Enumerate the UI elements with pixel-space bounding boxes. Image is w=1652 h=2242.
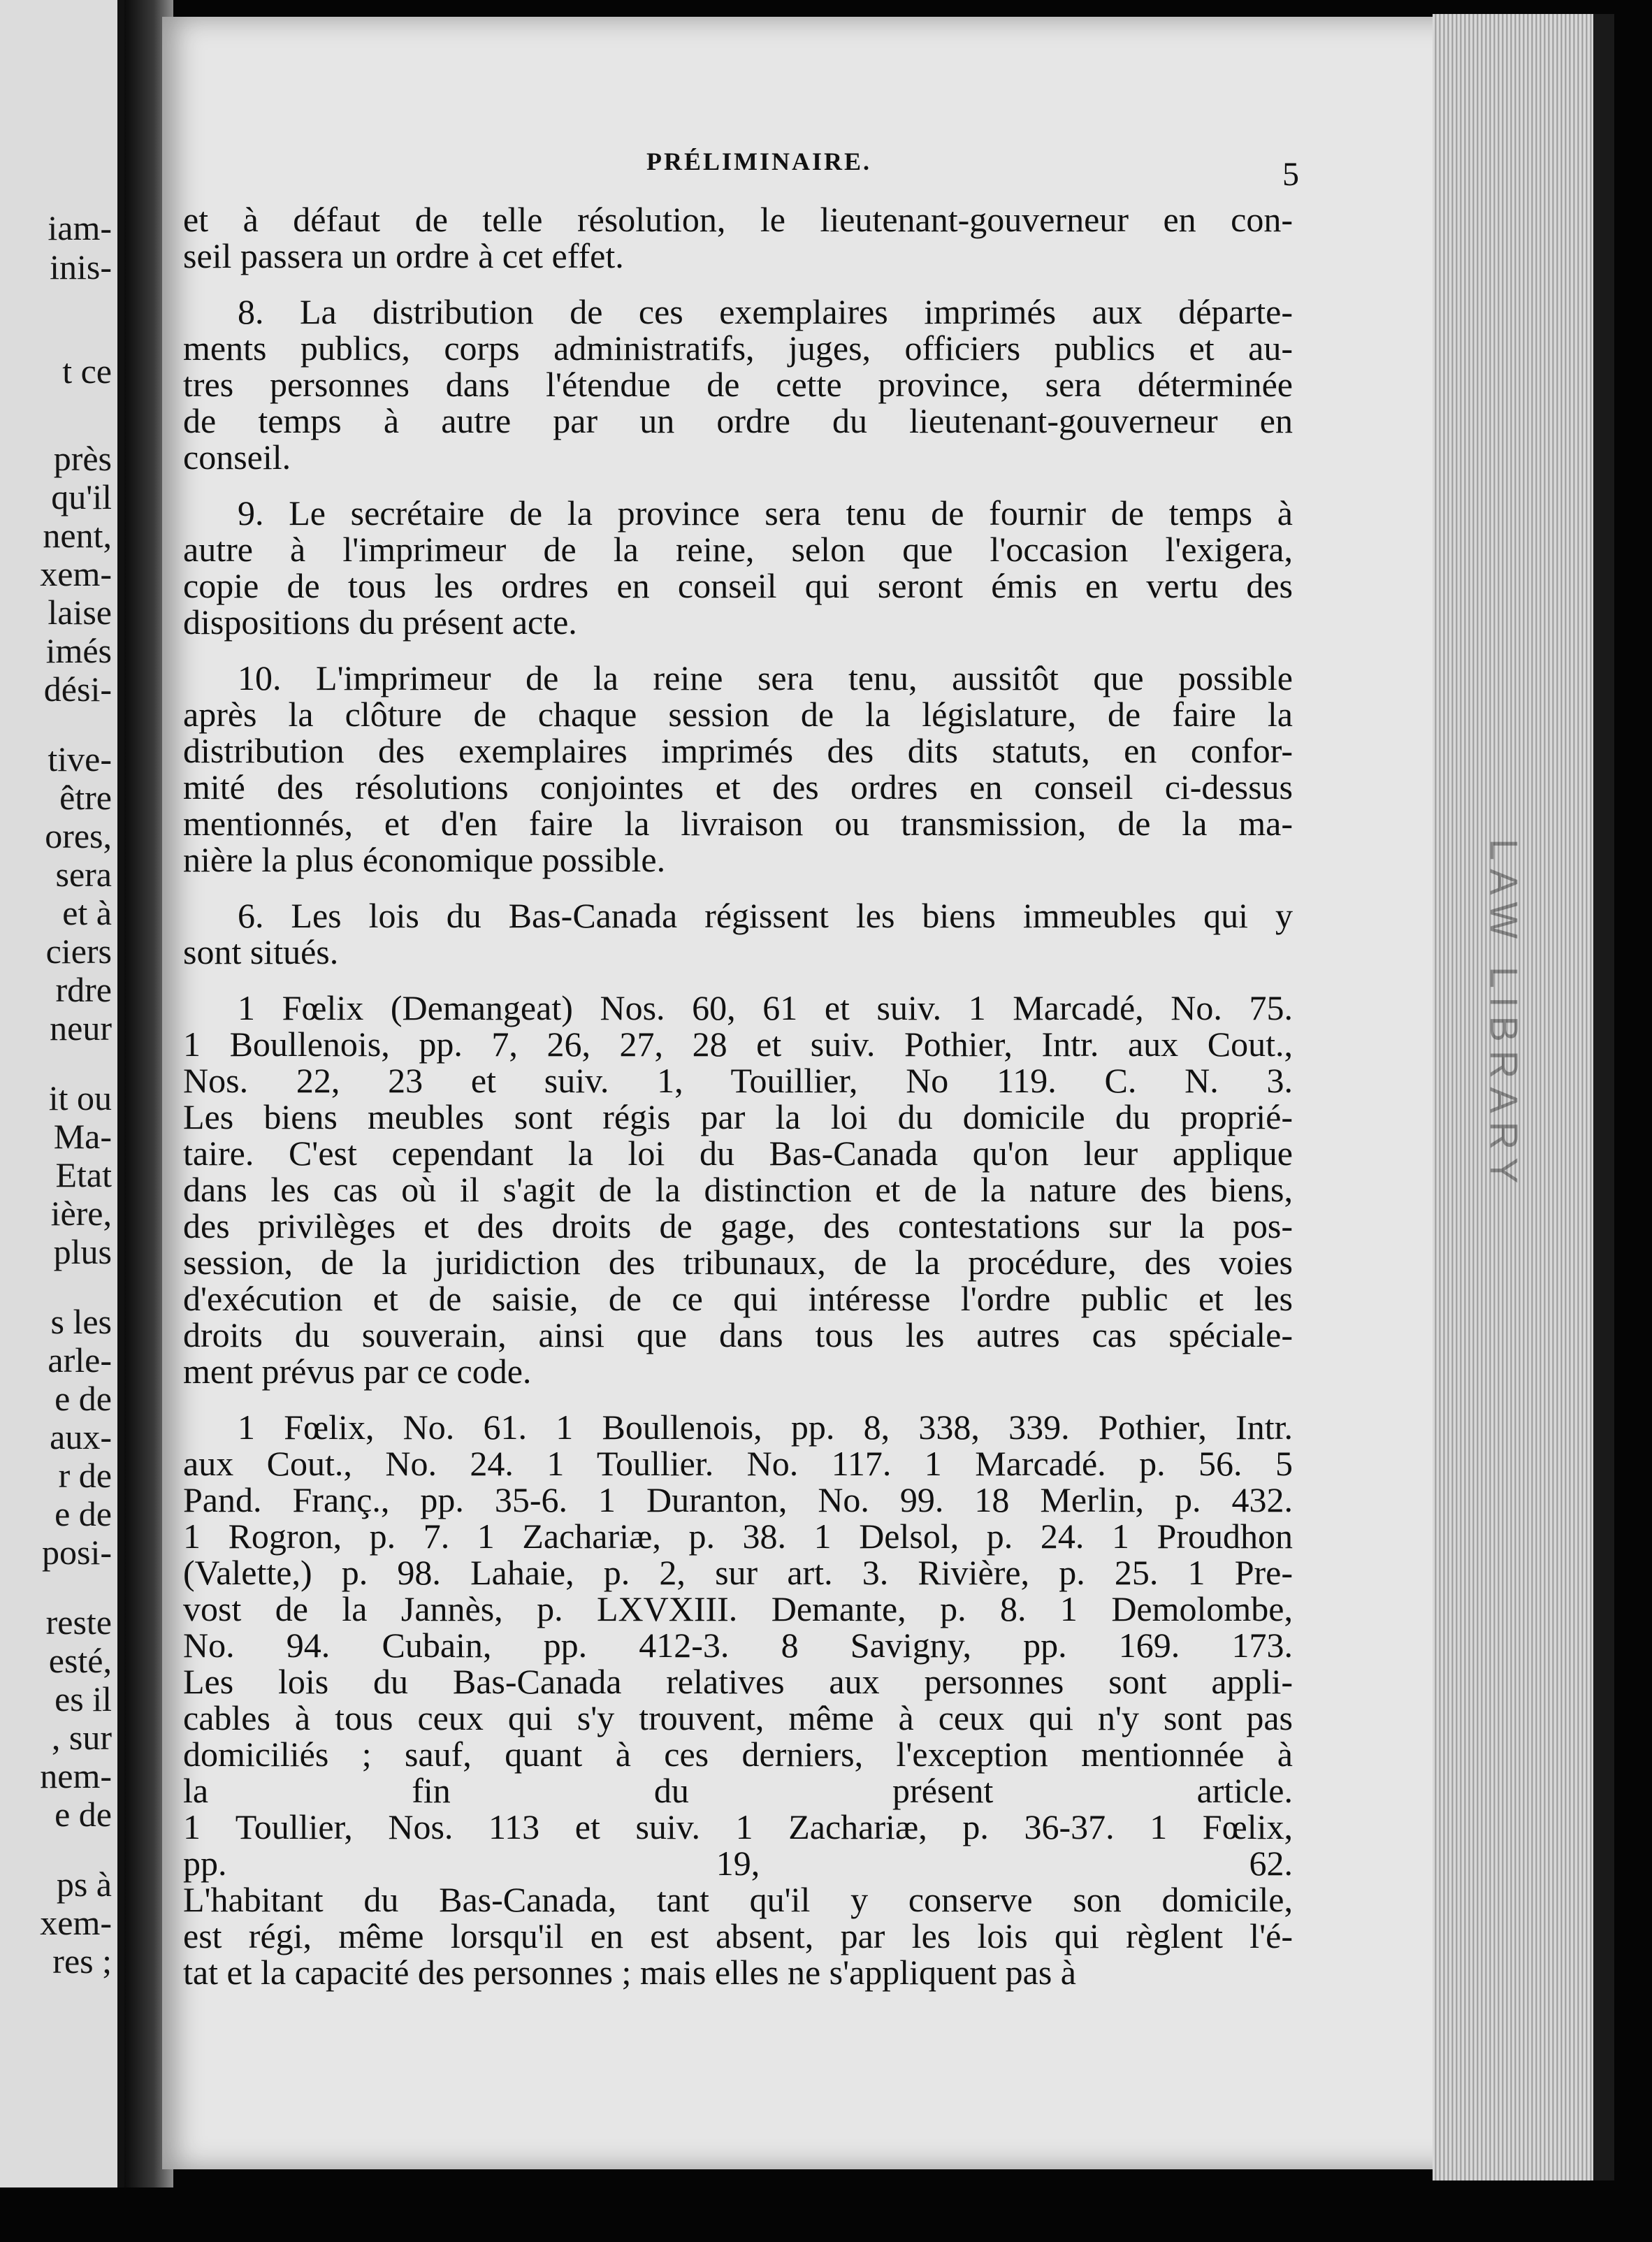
text-line: ments publics, corps administratifs, juges, officiers publics et au- (183, 328, 1293, 368)
left-page-line-fragment: ores, (45, 816, 112, 855)
text-line: L'habitant du Bas-Canada, tant qu'il y conserve son domicile, (183, 1880, 1293, 1919)
left-page-line-fragment: , sur (51, 1718, 112, 1757)
left-page-line-fragment: être (59, 778, 112, 817)
left-page-line-fragment: tive- (48, 739, 112, 779)
text-line: distribution des exemplaires imprimés des dits statuts, en confor- (183, 731, 1293, 770)
text-line: Les lois du Bas-Canada relatives aux personnes sont appli- (183, 1662, 1293, 1701)
left-page-line-fragment: t ce (62, 352, 112, 391)
text-line: No. 94. Cubain, pp. 412-3. 8 Savigny, pp. 169. 173. (183, 1626, 1293, 1665)
left-page-line-fragment: Ma- (53, 1117, 112, 1156)
text-line: nière la plus économique possible. (183, 840, 666, 879)
left-page-line-fragment: ière, (50, 1194, 112, 1233)
paragraph-gap (183, 274, 1293, 294)
text-line: et à défaut de telle résolution, le lieutenant-gouverneur en con- (183, 200, 1293, 239)
left-page-line-fragment: es il (55, 1679, 112, 1719)
text-line: Nos. 22, 23 et suiv. 1, Touillier, No 119. C. N. 3. (183, 1061, 1293, 1100)
text-line: mité des résolutions conjointes et des ordres en conseil ci-dessus (183, 767, 1293, 807)
text-line: conseil. (183, 437, 291, 477)
text-line: après la clôture de chaque session de la législature, de faire la (183, 695, 1293, 734)
left-page-line-fragment: laise (48, 593, 112, 632)
left-page-line-fragment: plus (53, 1232, 112, 1271)
text-line: vost de la Jannès, p. LXVXIII. Demante, p. 8. 1 Demolombe, (183, 1589, 1293, 1628)
left-page-line-fragment: sera (55, 855, 112, 894)
previous-page-strip (0, 0, 124, 2187)
left-page-line-fragment: qu'il (51, 477, 112, 516)
text-line: taire. C'est cependant la loi du Bas-Canada qu'on leur applique (183, 1134, 1293, 1173)
left-page-line-fragment: iam- (48, 208, 112, 247)
text-line: tat et la capacité des personnes ; mais elles ne s'appliquent pas à (183, 1953, 1077, 1992)
left-page-line-fragment: imés (45, 631, 112, 670)
text-line: cables à tous ceux qui s'y trouvent, même à ceux qui n'y sont pas (183, 1698, 1293, 1737)
paragraph-gap (183, 640, 1293, 660)
library-edge-stamp: LAW LIBRARY (1482, 839, 1526, 1192)
text-line: dans les cas où il s'agit de la distinction et de la nature des biens, (183, 1170, 1293, 1209)
text-line: copie de tous les ordres en conseil qui seront émis en vertu des (183, 566, 1293, 605)
left-page-line-fragment: inis- (50, 247, 112, 287)
text-line: domiciliés ; sauf, quant à ces derniers, l'exception mentionnée à (183, 1735, 1293, 1774)
running-head: PRÉLIMINAIRE. (646, 147, 872, 175)
paragraph-gap (183, 878, 1293, 897)
text-line: d'exécution et de saisie, de ce qui intéresse l'ordre public et les (183, 1279, 1293, 1318)
left-page-line-fragment: arle- (48, 1340, 112, 1380)
left-page-line-fragment: e de (55, 1795, 112, 1834)
left-page-line-fragment: it ou (48, 1078, 112, 1118)
text-line: sont situés. (183, 932, 339, 971)
body-text (183, 201, 1293, 1990)
left-page-line-fragment: res ; (52, 1941, 112, 1981)
text-line: est régi, même lorsqu'il en est absent, par les lois qui règlent l'é- (183, 1916, 1293, 1955)
text-line: 1 Fœlix (Demangeat) Nos. 60, 61 et suiv. 1 Marcadé, No. 75. (238, 988, 1293, 1027)
left-page-line-fragment: e de (55, 1379, 112, 1418)
text-line: 10. L'imprimeur de la reine sera tenu, aussitôt que possible (238, 658, 1293, 697)
left-page-line-fragment: dési- (43, 670, 112, 709)
text-line: ment prévus par ce code. (183, 1352, 532, 1391)
left-page-line-fragment: reste (45, 1603, 112, 1642)
text-line: (Valette,) p. 98. Lahaie, p. 2, sur art. 3. Rivière, p. 25. 1 Pre- (183, 1553, 1293, 1592)
text-line: mentionnés, et d'en faire la livraison ou transmission, de la ma- (183, 804, 1293, 843)
text-line: 1 Fœlix, No. 61. 1 Boullenois, pp. 8, 338, 339. Pothier, Intr. (238, 1408, 1293, 1447)
text-line: dispositions du présent acte. (183, 602, 577, 642)
text-line: Les biens meubles sont régis par la loi du domicile du proprié- (183, 1097, 1293, 1136)
paragraph-gap (183, 475, 1293, 495)
left-page-line-fragment: ciers (45, 932, 112, 971)
text-line: 1 Toullier, Nos. 113 et suiv. 1 Zachariæ, p. 36-37. 1 Fœlix, (183, 1807, 1293, 1846)
left-page-line-fragment: ps à (56, 1865, 112, 1904)
text-line: Pand. Franç., pp. 35-6. 1 Duranton, No. 99. 18 Merlin, p. 432. (183, 1480, 1293, 1519)
text-line: de temps à autre par un ordre du lieutenant-gouverneur en (183, 401, 1293, 440)
left-page-line-fragment: aux- (50, 1417, 112, 1456)
left-page-line-fragment: Etat (55, 1155, 112, 1194)
left-page-line-fragment: nent, (43, 516, 112, 555)
left-page-line-fragment: esté, (48, 1641, 112, 1680)
left-page-line-fragment: r de (58, 1456, 112, 1495)
left-page-line-fragment: s les (50, 1302, 112, 1341)
left-page-line-fragment: e de (55, 1494, 112, 1533)
paragraph-gap (183, 970, 1293, 990)
paragraph-gap (183, 1389, 1293, 1409)
text-line: autre à l'imprimeur de la reine, selon que l'occasion l'exigera, (183, 530, 1293, 569)
left-page-line-fragment: posi- (42, 1533, 112, 1572)
text-line: 1 Rogron, p. 7. 1 Zachariæ, p. 38. 1 Delsol, p. 24. 1 Proudhon (183, 1517, 1293, 1556)
text-line: des privilèges et des droits de gage, des contestations sur la pos- (183, 1206, 1293, 1245)
left-page-line-fragment: neur (50, 1008, 112, 1048)
left-page-line-fragment: près (53, 439, 112, 478)
text-line: 1 Boullenois, pp. 7, 26, 27, 28 et suiv. Pothier, Intr. aux Cout., (183, 1025, 1293, 1064)
text-line: pp. 19, 62. (183, 1844, 1293, 1883)
text-line: la fin du présent article. (183, 1771, 1293, 1810)
text-line: session, de la juridiction des tribunaux, de la procédure, des voies (183, 1243, 1293, 1282)
left-page-line-fragment: xem- (40, 554, 112, 593)
page-number: 5 (1282, 156, 1299, 193)
page-fore-edge-shadow (1593, 14, 1614, 2180)
left-page-line-fragment: nem- (40, 1756, 112, 1795)
text-line: 8. La distribution de ces exemplaires imprimés aux départe- (238, 292, 1293, 331)
text-line: tres personnes dans l'étendue de cette province, sera déterminée (183, 365, 1293, 404)
left-page-line-fragment: xem- (40, 1903, 112, 1942)
text-line: droits du souverain, ainsi que dans tous les autres cas spéciale- (183, 1315, 1293, 1354)
text-line: 6. Les lois du Bas-Canada régissent les biens immeubles qui y (238, 896, 1293, 935)
text-line: seil passera un ordre à cet effet. (183, 236, 624, 275)
text-line: 9. Le secrétaire de la province sera tenu de fournir de temps à (238, 493, 1293, 533)
left-page-line-fragment: et à (62, 893, 112, 932)
text-line: aux Cout., No. 24. 1 Toullier. No. 117. 1 Marcadé. p. 56. 5 (183, 1444, 1293, 1483)
left-page-line-fragment: rdre (55, 970, 112, 1009)
